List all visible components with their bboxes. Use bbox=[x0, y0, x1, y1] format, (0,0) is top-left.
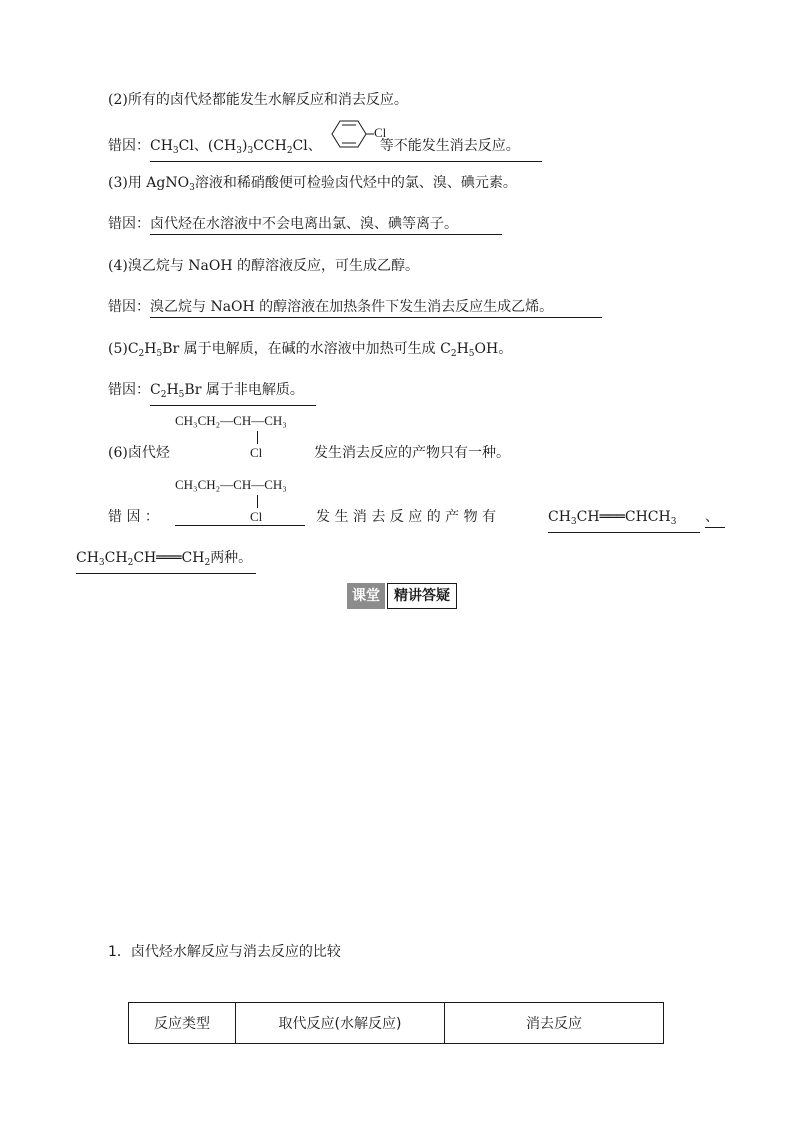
answer-5: 错因：$C_2H_5Br$ 属于非电解质。 bbox=[108, 380, 316, 406]
answer-4-text: 溴乙烷与 NaOH 的醇溶液在加热条件下发生消去反应生成乙烯。 bbox=[150, 298, 602, 318]
section-badge bbox=[347, 583, 457, 609]
table-header-cell: 消去反应 bbox=[445, 1003, 664, 1044]
answer-2-text: $CH_3Cl$、$(CH_3)_3CCH_2Cl$、 等不能发生消去反应。 bbox=[150, 137, 542, 162]
answer-6-underline-1 bbox=[175, 525, 305, 526]
answer-6-mid: 发 生 消 去 反 应 的 产 物 有 bbox=[316, 509, 497, 525]
question-5: $(5)C_2H_5Br$ 属于电解质，在碱的水溶液中加热可生成 $C_2H_5OH$。 bbox=[108, 341, 513, 359]
answer-label: 错因： bbox=[108, 138, 150, 154]
chlorine-label: Cl bbox=[374, 125, 387, 140]
question-2: (2)所有的卤代烃都能发生水解反应和消去反应。 bbox=[108, 92, 408, 108]
table-header-row bbox=[129, 1003, 664, 1044]
comparison-table bbox=[128, 1002, 664, 1044]
structure-chain: CH₃CH₂—CH—CH₃ bbox=[175, 413, 287, 428]
answer-6-product-2: $CH_3CH_2CH═══CH_2$两种。 bbox=[76, 548, 256, 574]
answer-6-product-1: $CH_3CH═══CHCH_3$ bbox=[548, 507, 700, 533]
answer-3-text: 卤代烃在水溶液中不会电离出氯、溴、碘等离子。 bbox=[150, 215, 502, 235]
section-badge-left: 课堂 bbox=[347, 583, 385, 609]
structure-bond bbox=[257, 431, 258, 444]
question-6-tail: 发生消去反应的产物只有一种。 bbox=[314, 445, 510, 461]
table-header-cell: 反应类型 bbox=[129, 1003, 236, 1044]
answer-structure-branch: Cl bbox=[250, 509, 263, 524]
answer-6-label: 错 因 ： bbox=[108, 509, 159, 525]
answer-structure-bond bbox=[257, 495, 258, 508]
answer-4: 错因：溴乙烷与 NaOH 的醇溶液在加热条件下发生消去反应生成乙烯。 bbox=[108, 297, 602, 318]
section-heading: 1．卤代烃水解反应与消去反应的比较 bbox=[108, 944, 341, 960]
structure-branch: Cl bbox=[250, 445, 263, 460]
section-badge-right: 精讲答疑 bbox=[387, 583, 457, 609]
answer-5-text: $C_2H_5Br$ 属于非电解质。 bbox=[150, 381, 316, 406]
answer-3: 错因：卤代烃在水溶液中不会电离出氯、溴、碘等离子。 bbox=[108, 214, 502, 235]
table-header-cell: 取代反应(水解反应) bbox=[236, 1003, 445, 1044]
question-3: (3)用 AgNO$_3$溶液和稀硝酸便可检验卤代烃中的氯、溴、碘元素。 bbox=[108, 175, 517, 193]
question-6-label: (6)卤代烃 bbox=[108, 445, 170, 461]
question-4: (4)溴乙烷与 NaOH 的醇溶液反应，可生成乙醇。 bbox=[108, 258, 420, 274]
answer-6-separator: 、 bbox=[705, 507, 725, 528]
answer-structure-chain: CH₃CH₂—CH—CH₃ bbox=[175, 477, 287, 492]
